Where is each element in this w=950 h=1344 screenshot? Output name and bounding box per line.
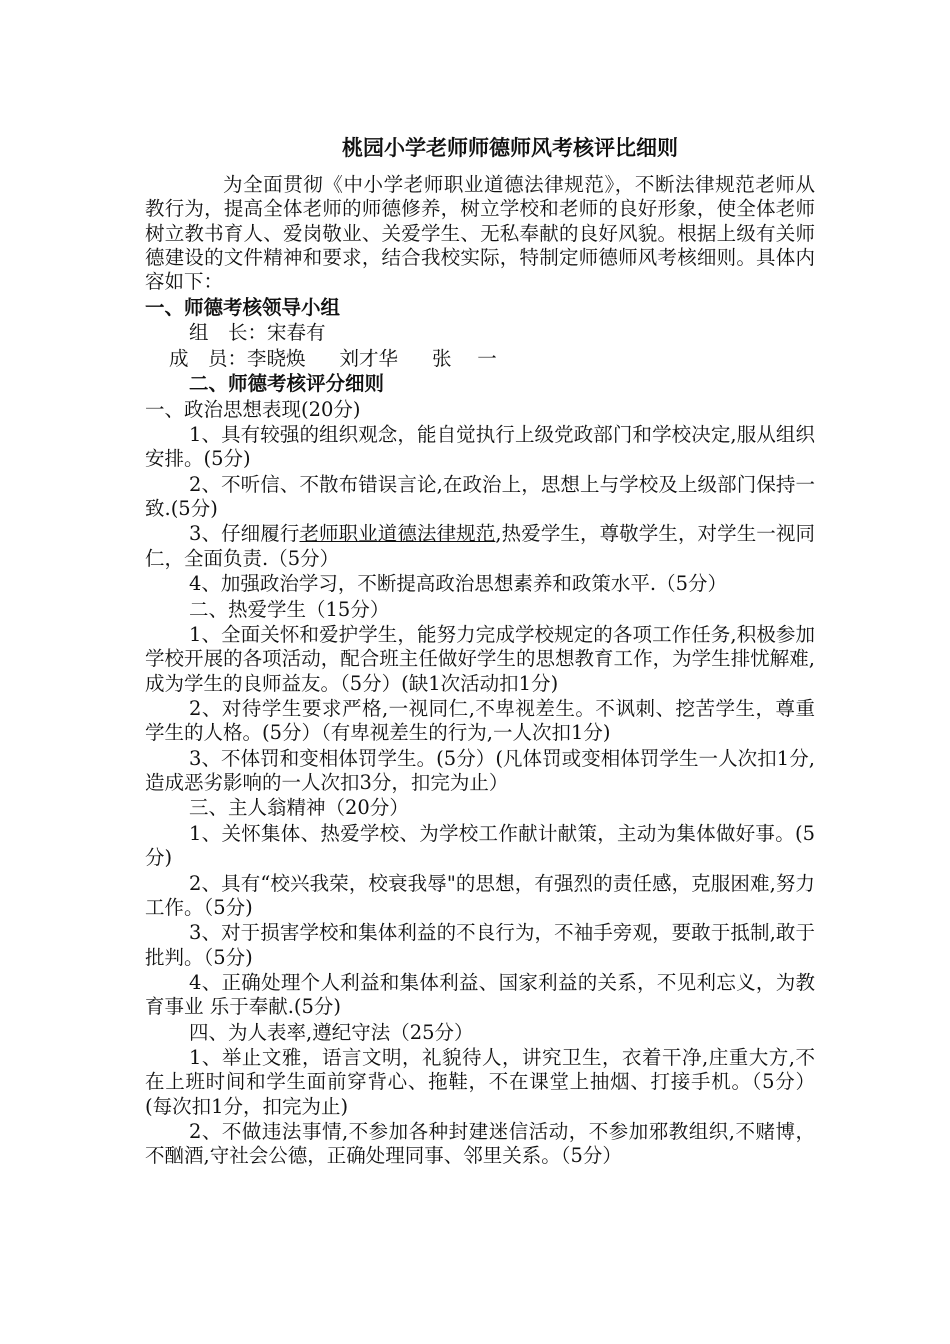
member-3: 张 一 [432,346,497,370]
group-leader: 组 长：宋春有 [189,321,326,345]
item-3-3: 3、对于损害学校和集体利益的不良行为，不袖手旁观，要敢于抵制,敢于批判。（5分) [145,921,815,969]
part-title-1: 一、政治思想表现(20分) [145,397,361,421]
document-page [145,136,815,1170]
part-title-3: 三、主人翁精神（20分） [189,796,409,820]
item-1-3-post: ,热爱学生，尊敬学生，对学生一视同仁，全面负责.（5分） [145,522,815,570]
item-3-2: 2、具有“校兴我荣，校衰我辱"的思想，有强烈的责任感，克服困难,努力工作。（5分) [145,871,815,919]
item-1-4: 4、加强政治学习，不断提高政治思想素养和政策水平.（5分） [189,572,728,596]
item-1-1: 1、具有较强的组织观念，能自觉执行上级党政部门和学校决定,服从组织安排。(5分) [145,423,815,471]
item-3-1: 1、关怀集体、热爱学校、为学校工作献计献策，主动为集体做好事。(5分) [145,821,815,870]
item-1-3 [145,522,815,570]
item-1-2: 2、不听信、不散布错误言论,在政治上，思想上与学校及上级部门保持一致.(5分) [145,472,815,520]
group-members [145,347,815,371]
item-2-2: 2、对待学生要求严格,一视同仁,不卑视差生。不讽刺、挖苦学生，尊重学生的人格。(5分）（有卑视差生的行为,一人次扣1分) [145,697,815,745]
item-2-3: 3、不体罚和变相体罚学生。(5分）(凡体罚或变相体罚学生一人次扣1分,造成恶劣影响的一人次扣3分，扣完为止） [145,746,815,794]
item-4-2: 2、不做违法事情,不参加各种封建迷信活动，不参加邪教组织,不赌博，不酗酒,守社会公德，正确处理同事、邻里关系。（5分） [145,1120,815,1168]
intro-paragraph: 为全面贯彻《中小学老师职业道德法律规范》，不断法律规范老师从教行为，提高全体老师的师德修养，树立学校和老师的良好形象，使全体老师树立教书育人、爱岗敬业、关爱学生、无私奉献的良好风貌。根据上级有关师德建设的文件精神和要求，结合我校实际，特制定师德师风考核细则。具体内容如下： [145,173,815,294]
section-heading-2: 二、师德考核评分细则 [189,372,385,396]
member-2: 刘才华 [339,346,399,370]
section-heading-1: 一、师德考核领导小组 [145,295,341,319]
part-title-2: 二、热爱学生（15分） [189,597,390,621]
item-3-4: 4、正确处理个人利益和集体利益、国家利益的关系，不见利忘义，为教育事业 乐于奉献.(5分) [145,971,815,1019]
part-title-4: 四、为人表率,遵纪守法（25分） [189,1020,474,1044]
member-1: 成 员：李晓焕 [169,346,306,370]
code-link[interactable]: 老师职业道德法律规范 [299,522,496,546]
item-2-1: 1、全面关怀和爱护学生，能努力完成学校规定的各项工作任务,积极参加学校开展的各项活动，配合班主任做好学生的思想教育工作，为学生排忧解难,成为学生的良师益友。（5分）(缺1次活动扣1分) [145,623,815,695]
item-4-1: 1、举止文雅，语言文明，礼貌待人，讲究卫生，衣着干净,庄重大方,不在上班时间和学生面前穿背心、拖鞋，不在课堂上抽烟、打接手机。（5分）(每次扣1分，扣完为止) [145,1046,815,1118]
item-1-3-pre: 3、仔细履行 [189,522,300,546]
document-title: 桃园小学老师师德师风考核评比细则 [342,136,678,160]
